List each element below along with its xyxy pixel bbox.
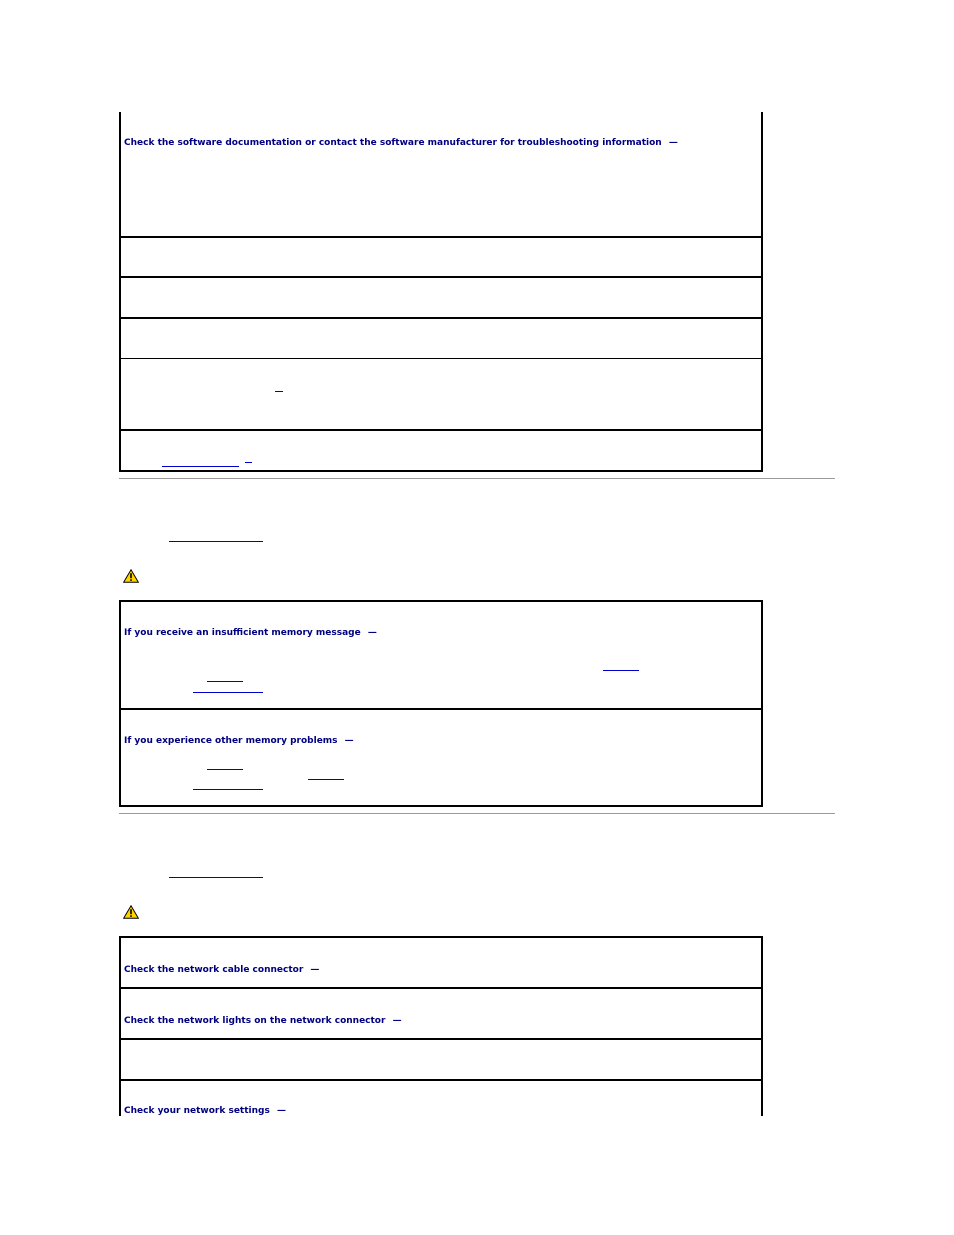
link[interactable] <box>245 462 252 463</box>
table-row <box>121 278 761 319</box>
link[interactable] <box>603 670 639 671</box>
software-troubleshooting-table <box>119 112 763 472</box>
row-heading: Check the network cable connector <box>124 965 304 975</box>
em-dash: — <box>310 965 320 975</box>
table-row <box>121 431 761 470</box>
row-heading: Check the software documentation or contact the software manufacturer for troubleshooting information <box>124 138 662 148</box>
em-dash: — <box>392 1016 402 1026</box>
network-problems-table <box>119 936 763 1116</box>
table-row <box>121 602 761 710</box>
link[interactable] <box>169 541 263 542</box>
link[interactable] <box>193 789 263 790</box>
row-heading: If you experience other memory problems <box>124 736 338 746</box>
row-heading: If you receive an insufficient memory message <box>124 628 361 638</box>
em-dash: — <box>668 138 678 148</box>
row-heading: Check the network lights on the network connector <box>124 1016 386 1026</box>
table-row <box>121 112 761 238</box>
em-dash: — <box>367 628 377 638</box>
table-row <box>121 710 761 805</box>
link[interactable] <box>169 877 263 878</box>
section-divider <box>119 813 835 814</box>
link[interactable] <box>193 692 263 693</box>
table-row <box>121 989 761 1040</box>
link[interactable] <box>308 779 344 780</box>
link[interactable] <box>207 769 243 770</box>
table-row <box>121 1081 761 1118</box>
caution-triangle-icon <box>123 569 139 583</box>
em-dash: — <box>276 1106 286 1116</box>
row-heading: Check your network settings <box>124 1106 270 1116</box>
link[interactable] <box>207 681 243 682</box>
table-row <box>121 319 761 359</box>
link[interactable] <box>162 466 239 467</box>
table-row <box>121 238 761 278</box>
table-row <box>121 359 761 431</box>
em-dash: — <box>344 736 354 746</box>
section-divider <box>119 478 835 479</box>
table-row <box>121 938 761 989</box>
caution-triangle-icon <box>123 905 139 919</box>
memory-problems-table <box>119 600 763 807</box>
link[interactable] <box>275 391 283 392</box>
table-row <box>121 1040 761 1081</box>
